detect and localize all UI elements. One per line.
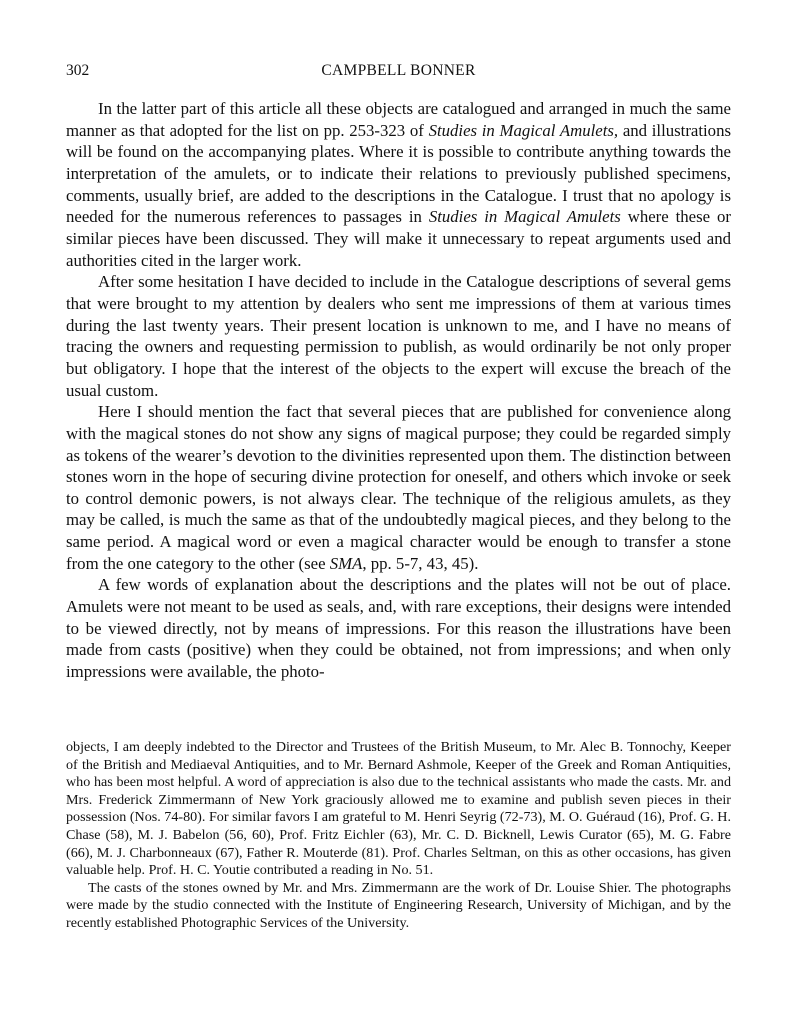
paragraph-3-text-a: Here I should mention the fact that several pieces that are published for convenience along with the magical stones do not show any signs of magical purpose; they could be regarded simply as tokens of the wearer’s devotion to the divinities represented upon them. The distinction between stones worn in the hope of securing divine protection for oneself, and others which invoke or seek to control demonic powers, is not always clear. The technique of the religious amulets, as they may be called, is much the same as that of the undoubtedly magical pieces, and they belong to the same period. A magical word or even a magical character would be enough to transfer a stone from the one category to the other (see [66, 402, 731, 573]
book-title-italic: Studies in Magical Amulets, [428, 120, 619, 140]
paragraph-1-text-e: where these or similar pieces have been discussed. They will make it unnecessary to repeat arguments used and authorities cited in the larger work. [66, 207, 731, 270]
footnote-paragraph: The casts of the stones owned by Mr. and Mrs. Zimmermann are the work of Dr. Louise Shier. The photographs were made by the studio connected with the Institute of Engineering Research, University of Michigan, and by the recently established Photographic Services of the University. [66, 879, 731, 931]
footnotes [66, 739, 731, 933]
paragraph-3 [66, 401, 731, 574]
body-text [66, 98, 731, 683]
footnote-continuation: objects, I am deeply indebted to the Director and Trustees of the British Museum, to Mr. Alec B. Tonnochy, Keeper of the British and Mediaeval Antiquities, and to Mr. Bernard Ashmole, Keeper of the Greek and Roman Antiquities, who has been most helpful. A word of appreciation is also due to the technical assistants who made the casts. Mr. and Mrs. Frederick Zimmermann of New York graciously allowed me to examine and publish seven pieces in their possession (Nos. 74-80). For similar favors I am grateful to M. Henri Seyrig (72-73), M. O. Guéraud (16), Prof. G. H. Chase (58), M. J. Babelon (56, 60), Prof. Fritz Eichler (63), Mr. C. D. Bicknell, Lewis Curator (65), M. G. Fabre (66), M. J. Charbonneaux (67), Father R. Mouterde (81). Prof. Charles Seltman, on this as other occasions, has given valuable help. Prof. H. C. Youtie contributed a reading in No. 51. [66, 739, 731, 879]
paragraph-4: A few words of explanation about the descriptions and the plates will not be out of place. Amulets were not meant to be used as seals, and, with rare exceptions, their designs were intended to be viewed directly, not by means of impressions. For this reason the illustrations have been made from casts (positive) when they could be obtained, not from impressions; and when only impressions were available, the photo- [66, 575, 731, 682]
paragraph-2: After some hesitation I have decided to include in the Catalogue descriptions of several gems that were brought to my attention by dealers who sent me impressions of them at various times during the last twenty years. Their present location is unknown to me, and I have no means of tracing the owners and requesting permission to publish, as would ordinarily be not only proper but obligatory. I hope that the interest of the objects to the expert will excuse the breach of the usual custom. [66, 272, 731, 400]
running-head: CAMPBELL BONNER [321, 62, 476, 79]
paragraph-1-text-c: and illustrations will be found on the accompanying plates. Where it is possible to contribute anything towards the interpretation of the amulets, or to indicate their relations to previously published specimens, comments, usually brief, are added to the descriptions in the Catalogue. I trust that no apology is needed for the numerous references to passages in [66, 120, 731, 227]
paragraph-1-text-a: In the latter part of this article all these objects are catalogued and arranged in much the same manner as that adopted for the list on pp. 253-323 of [66, 99, 731, 140]
paragraph-1 [66, 98, 731, 271]
page-header [66, 62, 731, 86]
page-number: 302 [66, 62, 90, 79]
abbreviation-italic: SMA [329, 553, 363, 573]
paragraph-3-text-c: , pp. 5-7, 43, 45). [362, 553, 479, 573]
book-title-italic: Studies in Magical Amulets [428, 207, 621, 227]
